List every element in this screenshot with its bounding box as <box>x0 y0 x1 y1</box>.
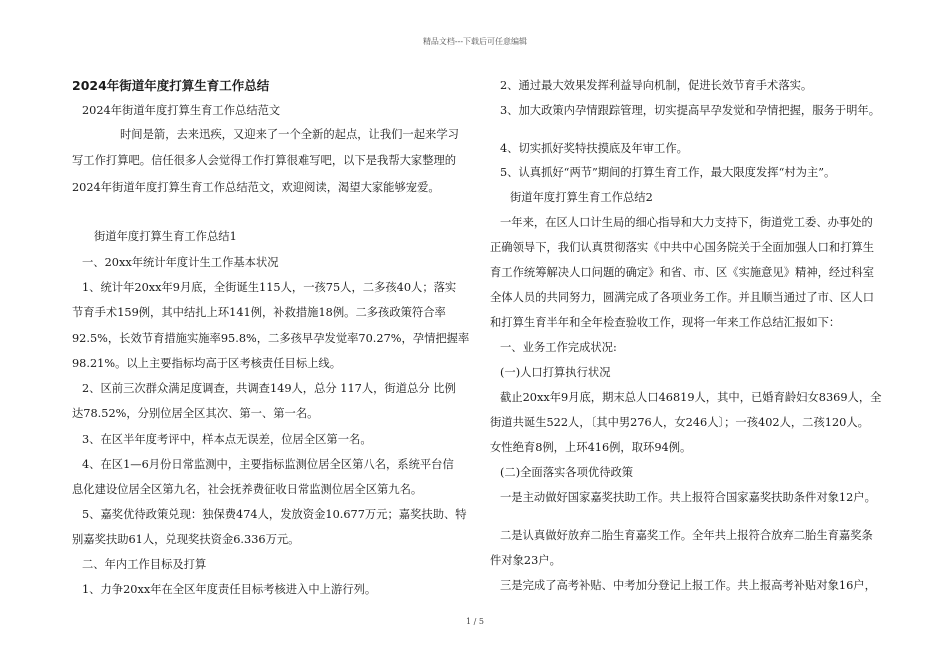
paragraph-line: 截止20xx年9月底，期末总人口46819人，其中，已婚育龄妇女8369人，全 <box>500 391 882 404</box>
subsection-heading: 一、20xx年统计年度计生工作基本状况 <box>82 256 279 269</box>
paragraph-line: 二是认真做好放弃二胎生育嘉奖工作。全年共上报符合放弃二胎生育嘉奖条 <box>500 529 873 542</box>
subsection-heading: (一)人口打算执行状况 <box>500 366 611 379</box>
paragraph-line: 2024年街道年度打算生育工作总结范文，欢迎阅读，渴望大家能够宠爱。 <box>72 181 440 194</box>
paragraph-line: 92.5%，长效节育措施实施率95.8%，二多孩早孕发觉率70.27%，孕情把握率 <box>72 332 470 345</box>
paragraph-line: 一是主动做好国家嘉奖扶助工作。共上报符合国家嘉奖扶助条件对象12户。 <box>500 491 876 504</box>
paragraph-line: 4、在区1—6月份日常监测中，主要指标监测位居全区第八名，系统平台信 <box>82 458 454 471</box>
paragraph-line: 1、统计年20xx年9月底，全街诞生115人，一孩75人，二多孩40人；落实 <box>82 281 457 294</box>
page-number: 1 / 5 <box>466 617 484 626</box>
paragraph-line: 街道共诞生522人，〔其中男276人，女246人〕；一孩402人，二孩120人。 <box>490 416 869 429</box>
section-heading: 街道年度打算生育工作总结2 <box>510 191 653 204</box>
paragraph-line: 5、嘉奖优待政策兑现：独保费474人，发放资金10.677万元；嘉奖扶助、特 <box>82 508 467 521</box>
paragraph-line: 别嘉奖扶助61人，兑现奖扶资金6.336万元。 <box>72 533 300 546</box>
paragraph-line: 3、在区半年度考评中，样本点无误差，位居全区第一名。 <box>82 433 372 446</box>
document-title: 2024年街道年度打算生育工作总结 <box>72 78 270 93</box>
section-heading: 街道年度打算生育工作总结1 <box>94 230 237 243</box>
subsection-heading: (二)全面落实各项优待政策 <box>500 466 634 479</box>
paragraph-line: 2、区前三次群众满足度调查，共调查149人，总分 117人，街道总分 比例 <box>82 382 456 395</box>
paragraph-line: 全体人员的共同努力，圆满完成了各项业务工作。并且顺当通过了市、区人口 <box>490 291 875 304</box>
paragraph-line: 1、力争20xx年在全区年度责任目标考核进入中上游行列。 <box>82 583 377 596</box>
paragraph-line: 达78.52%，分别位居全区其次、第一、第一名。 <box>72 407 319 420</box>
paragraph-line: 三是完成了高考补贴、中考加分登记上报工作。共上报高考补贴对象16户， <box>500 579 876 592</box>
paragraph-line: 2、通过最大效果发挥利益导向机制，促进长效节育手术落实。 <box>500 79 813 92</box>
paragraph-line: 正确领导下，我们认真贯彻落实《中共中心国务院关于全面加强人口和打算生 <box>490 241 875 254</box>
paragraph-line: 育工作统筹解决人口问题的确定》和省、市、区《实施意见》精神，经过科室 <box>490 266 875 279</box>
paragraph-line: 件对象23户。 <box>490 554 561 567</box>
paragraph-line: 和打算生育半年和全年检查验收工作，现将一年来工作总结汇报如下： <box>490 316 841 329</box>
paragraph-line: 一年来，在区人口计生局的细心指导和大力支持下，街道党工委、办事处的 <box>500 216 873 229</box>
paragraph-line: 息化建设位居全区第九名，社会抚养费征收日常监测位居全区第九名。 <box>72 483 423 496</box>
paragraph-line: 98.21%。以上主要指标均高于区考核责任目标上线。 <box>72 357 342 370</box>
paragraph-line: 4、切实抓好奖特扶摸底及年审工作。 <box>500 142 688 155</box>
paragraph-line: 节育手术159例，其中结扎上环141例，补救措施18例。二多孩政策符合率 <box>72 306 446 319</box>
subsection-heading: 二、年内工作目标及打算 <box>82 558 207 571</box>
subtitle-line: 2024年街道年度打算生育工作总结范文 <box>82 104 281 117</box>
paragraph-line: 5、认真抓好“两节”期间的打算生育工作，最大限度发挥“村为主”。 <box>500 166 836 179</box>
header-note: 精品文档---下载后可任意编辑 <box>422 37 528 46</box>
paragraph-line: 写工作打算吧。信任很多人会觉得工作打算很难写吧，以下是我帮大家整理的 <box>72 154 457 167</box>
subsection-heading: 一、业务工作完成状况: <box>500 341 617 354</box>
paragraph-line: 女性绝育8例，上环416例，取环94例。 <box>490 441 692 454</box>
paragraph-line: 时间是箭，去来迅疾，又迎来了一个全新的起点，让我们一起来学习 <box>120 128 459 141</box>
paragraph-line: 3、加大政策内孕情跟踪管理，切实提高早孕发觉和孕情把握，服务于明年。 <box>500 104 880 117</box>
